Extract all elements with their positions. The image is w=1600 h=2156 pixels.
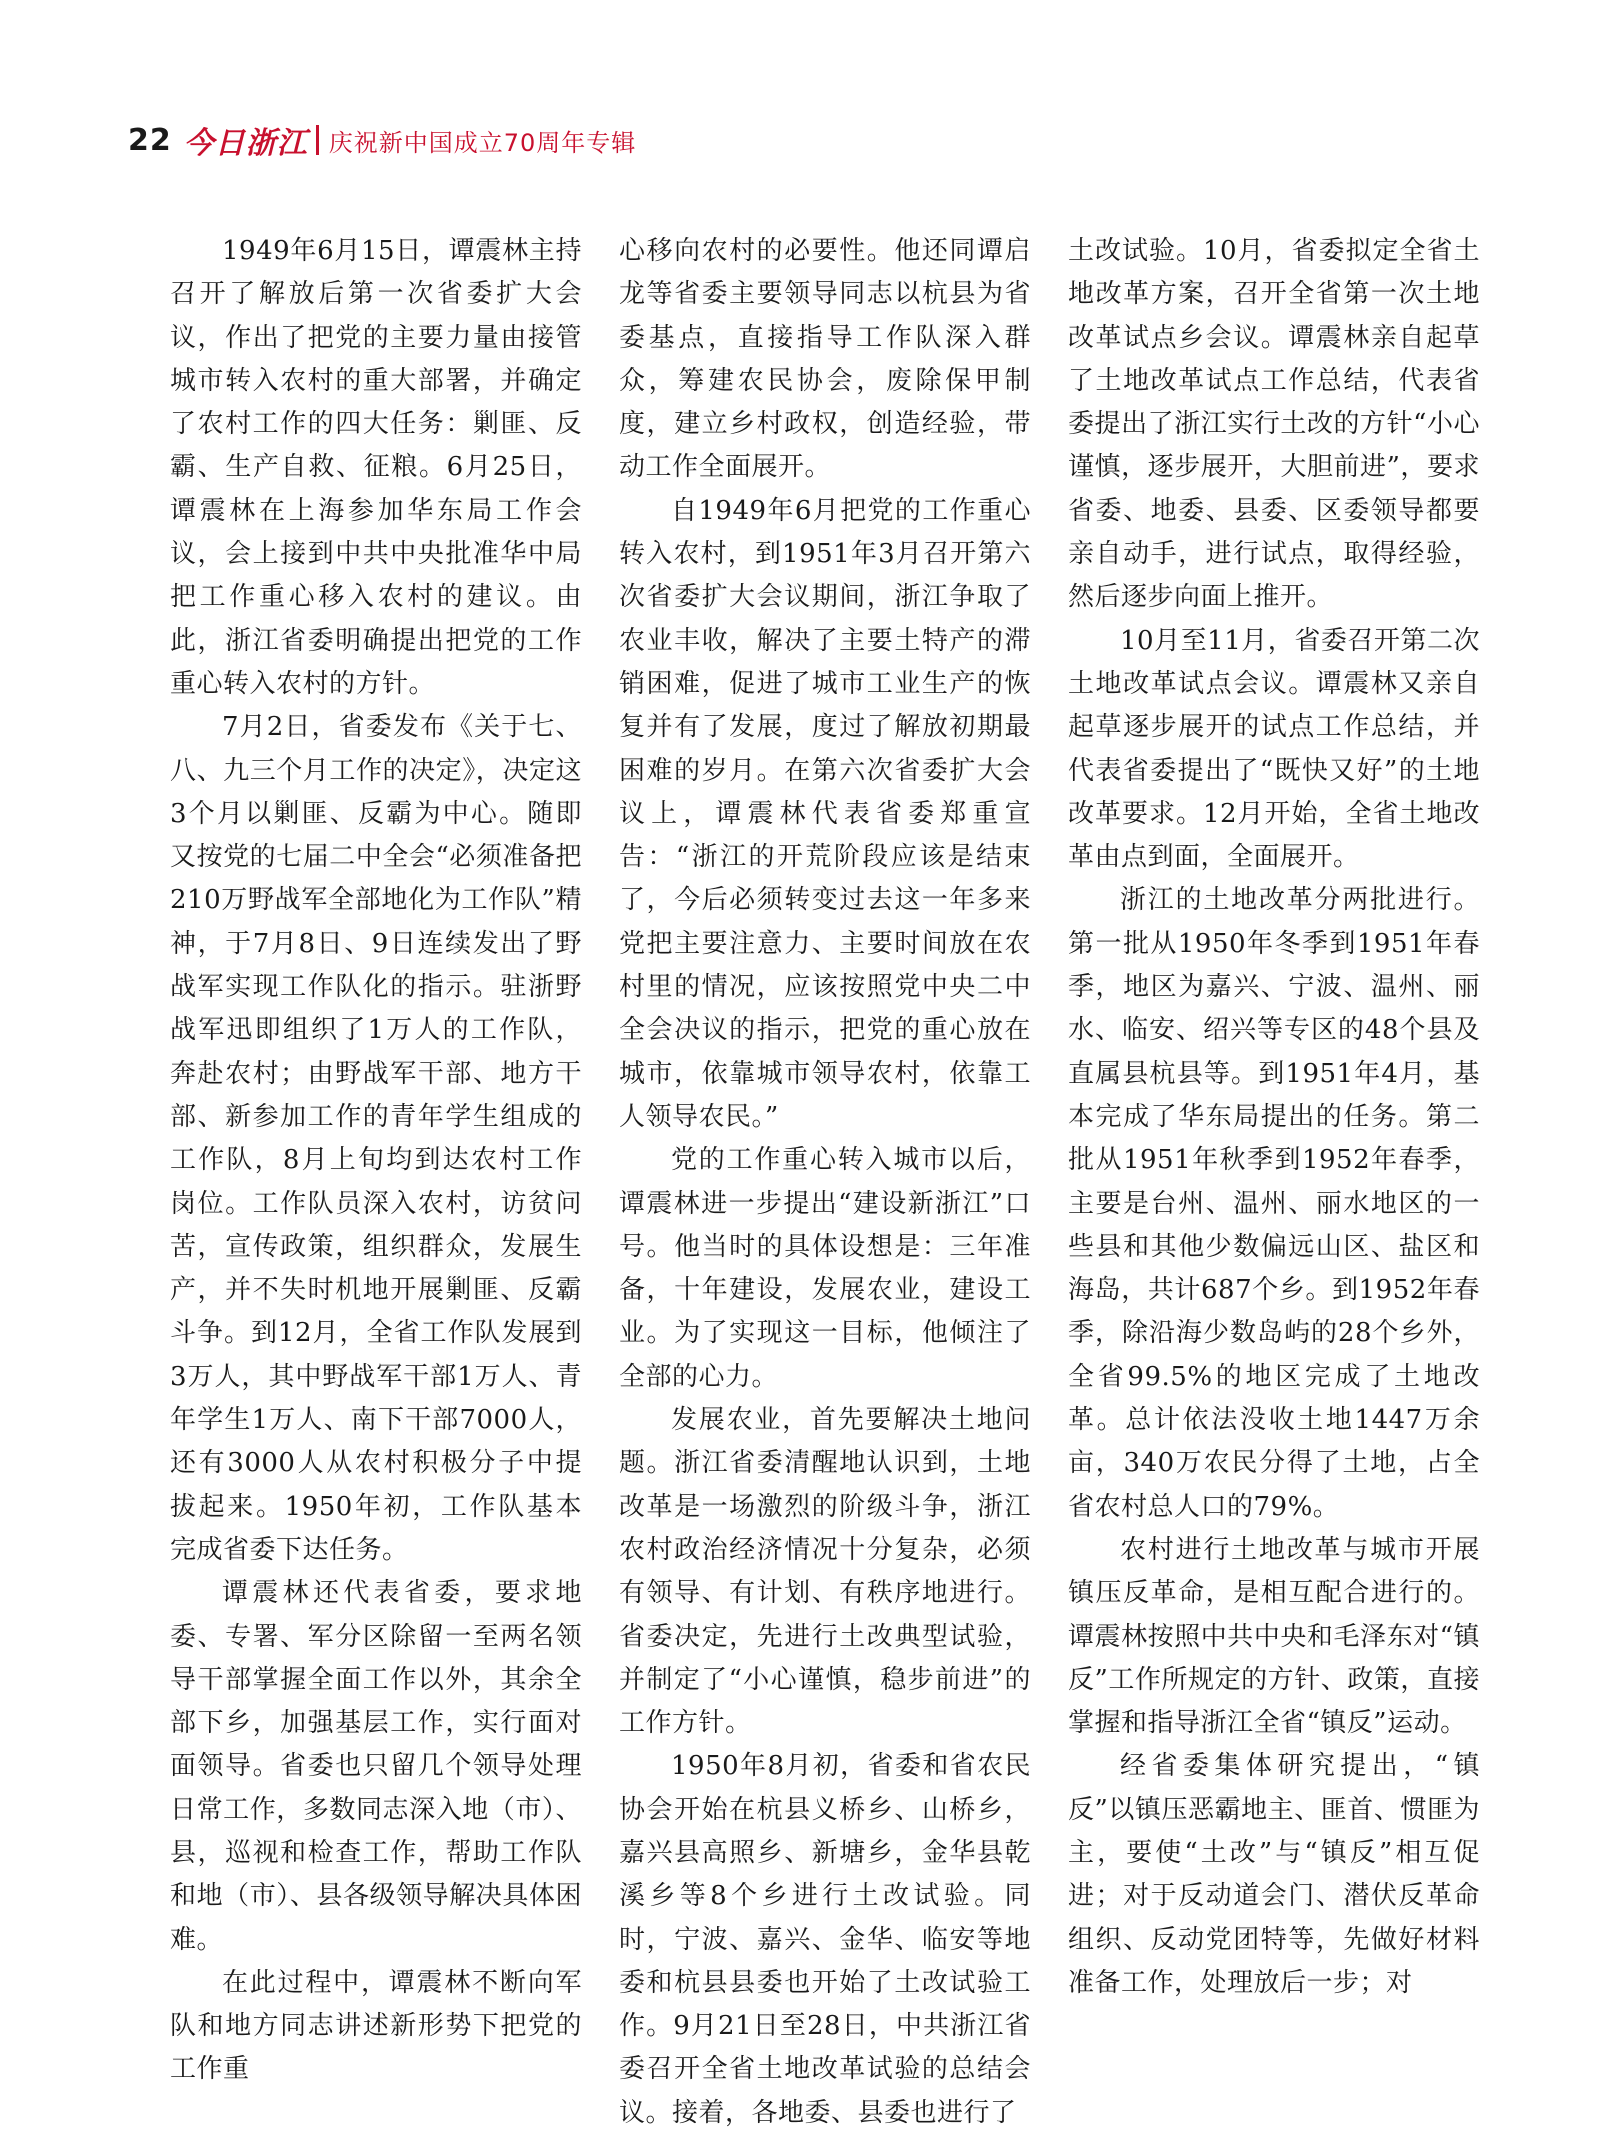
paragraph: 党的工作重心转入城市以后，谭震林进一步提出“建设新浙江”口号。他当时的具体设想是：三年准备，十年建设，发展农业，建设工业。为了实现这一目标，他倾注了全部的心力。 bbox=[619, 1145, 1031, 1392]
paragraph: 在此过程中，谭震林不断向军队和地方同志讲述新形势下把党的工作重 bbox=[170, 1967, 582, 2085]
page-header bbox=[128, 120, 636, 160]
section-title: 庆祝新中国成立70周年专辑 bbox=[328, 128, 637, 157]
paragraph: 10月至11月，省委召开第二次土地改革试点会议。谭震林又亲自起草逐步展开的试点工作总结，并代表省委提出了“既快又好”的土地改革要求。12月开始，全省土地改革由点到面，全面展开。 bbox=[1068, 625, 1480, 873]
paragraph: 自1949年6月把党的工作重心转入农村，到1951年3月召开第六次省委扩大会议期间，浙江争取了农业丰收，解决了主要土特产的滞销困难，促进了城市工业生产的恢复并有了发展，度过了解放初期最困难的岁月。在第六次省委扩大会议上，谭震林代表省委郑重宣告：“浙江的开荒阶段应该是结束了，今后必须转变过去这一年多来党把主要注意力、主要时间放在农村里的情况，应该按照党中央二中全会决议的指示，把党的重心放在城市，依靠城市领导农村，依靠工人领导农民。” bbox=[619, 495, 1031, 1132]
paragraph: 浙江的土地改革分两批进行。第一批从1950年冬季到1951年春季，地区为嘉兴、宁波、温州、丽水、临安、绍兴等专区的48个县及直属县杭县等。到1951年4月，基本完成了华东局提出的任务。第二批从1951年秋季到1952年春季，主要是台州、温州、丽水地区的一些县和其他少数偏远山区、盐区和海岛，共计687个乡。到1952年春季，除沿海少数岛屿的28个乡外，全省99.5%的地区完成了土地改革。总计依法没收土地1447万余亩，340万农民分得了土地，占全省农村总人口的79%。 bbox=[1068, 885, 1480, 1522]
magazine-logo: 今日浙江 bbox=[183, 126, 308, 161]
paragraph: 1949年6月15日，谭震林主持召开了解放后第一次省委扩大会议，作出了把党的主要力量由接管城市转入农村的重大部署，并确定了农村工作的四大任务：剿匪、反霸、生产自救、征粮。6月25日，谭震林在上海参加华东局工作会议，会上接到中共中央批准华中局把工作重心移入农村的建议。由此，浙江省委明确提出把党的工作重心转入农村的方针。 bbox=[170, 236, 582, 699]
paragraph: 7月2日，省委发布《关于七、八、九三个月工作的决定》，决定这3个月以剿匪、反霸为中心。随即又按党的七届二中全会“必须准备把210万野战军全部地化为工作队”精神，于7月8日、9日连续发出了野战军实现工作队化的指示。驻浙野战军迅即组织了1万人的工作队，奔赴农村；由野战军干部、地方干部、新参加工作的青年学生组成的工作队，8月上旬均到达农村工作岗位。工作队员深入农村，访贫问苦，宣传政策，组织群众，发展生产，并不失时机地开展剿匪、反霸斗争。到12月，全省工作队发展到3万人，其中野战军干部1万人、青年学生1万人、南下干部7000人，还有3000人从农村积极分子中提拔起来。1950年初，工作队基本完成省委下达任务。 bbox=[170, 712, 582, 1565]
column-3 bbox=[1068, 230, 1480, 1998]
paragraph-continued: 土改试验。10月，省委拟定全省土地改革方案，召开全省第一次土地改革试点乡会议。谭震林亲自起草了土地改革试点工作总结，代表省委提出了浙江实行土改的方针“小心谨慎，逐步展开，大胆前进”，要求省委、地委、县委、区委领导都要亲自动手，进行试点，取得经验，然后逐步向面上推开。 bbox=[1068, 236, 1480, 613]
header-divider bbox=[316, 125, 319, 155]
paragraph: 发展农业，首先要解决土地问题。浙江省委清醒地认识到，土地改革是一场激烈的阶级斗争，浙江农村政治经济情况十分复杂，必须有领导、有计划、有秩序地进行。省委决定，先进行土改典型试验，并制定了“小心谨慎，稳步前进”的工作方针。 bbox=[619, 1405, 1031, 1739]
paragraph: 农村进行土地改革与城市开展镇压反革命，是相互配合进行的。谭震林按照中共中央和毛泽东对“镇反”工作所规定的方针、政策，直接掌握和指导浙江全省“镇反”运动。 bbox=[1068, 1534, 1480, 1739]
paragraph: 经省委集体研究提出，“镇反”以镇压恶霸地主、匪首、惯匪为主，要使“土改”与“镇反”相互促进；对于反动道会门、潜伏反革命组织、反动党团特等，先做好材料准备工作，处理放后一步；对 bbox=[1068, 1751, 1480, 1998]
paragraph: 谭震林还代表省委，要求地委、专署、军分区除留一至两名领导干部掌握全面工作以外，其余全部下乡，加强基层工作，实行面对面领导。省委也只留几个领导处理日常工作，多数同志深入地（市）、县，巡视和检查工作，帮助工作队和地（市）、县各级领导解决具体困难。 bbox=[170, 1578, 582, 1955]
paragraph-continued: 心移向农村的必要性。他还同谭启龙等省委主要领导同志以杭县为省委基点，直接指导工作队深入群众，筹建农民协会，废除保甲制度，建立乡村政权，创造经验，带动工作全面展开。 bbox=[619, 236, 1031, 483]
paragraph: 1950年8月初，省委和省农民协会开始在杭县义桥乡、山桥乡，嘉兴县高照乡、新塘乡，金华县乾溪乡等8个乡进行土改试验。同时，宁波、嘉兴、金华、临安等地委和杭县县委也开始了土改试验工作。9月21日至28日，中共浙江省委召开全省土地改革试验的总结会议。接着，各地委、县委也进行了 bbox=[619, 1751, 1031, 2128]
article-body bbox=[170, 230, 1480, 2128]
page-number: 22 bbox=[128, 122, 172, 158]
column-1 bbox=[170, 230, 582, 2085]
column-2 bbox=[619, 230, 1031, 2128]
